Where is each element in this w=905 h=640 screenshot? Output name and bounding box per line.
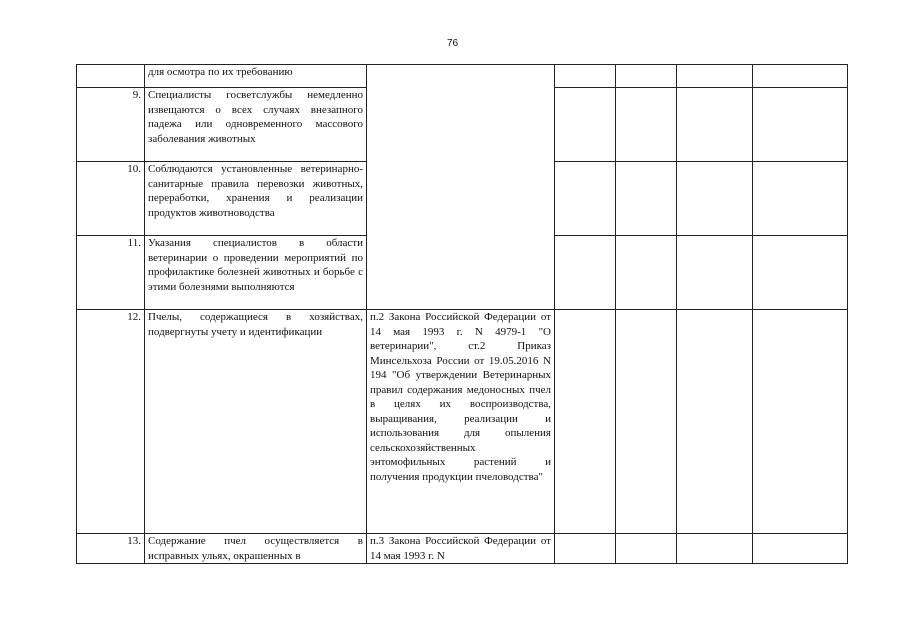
row-number: 11.: [77, 236, 145, 310]
answer-cell-na: [677, 534, 753, 564]
comment-cell: [753, 534, 848, 564]
legal-basis-cell: [367, 65, 555, 310]
legal-basis-cell: п.2 Закона Российской Федерации от 14 мая 1993 г. N 4979-1 "О ветеринарии", ст.2 Приказ Минсельхоза России от 19.05.2016 N 194 "Об утверждении Ветеринарных правил содержания медоносных пчел в целях их воспроизводства, выращивания, реализации и использования для опыления сельскохозяйственных энтомофильных растений и получения продукции пчеловодства": [367, 310, 555, 534]
answer-cell-no: [616, 88, 677, 162]
answer-cell-yes: [555, 236, 616, 310]
answer-cell-na: [677, 88, 753, 162]
requirement-cell: Указания специалистов в области ветеринарии о проведении мероприятий по профилактике болезней животных и борьбе с этими болезнями выполняются: [145, 236, 367, 310]
answer-cell-yes: [555, 534, 616, 564]
requirement-cell: Пчелы, содержащиеся в хозяйствах, подвергнуты учету и идентификации: [145, 310, 367, 534]
answer-cell-yes: [555, 162, 616, 236]
comment-cell: [753, 162, 848, 236]
comment-cell: [753, 65, 848, 88]
row-number: 9.: [77, 88, 145, 162]
table-row: [77, 310, 848, 534]
answer-cell-no: [616, 236, 677, 310]
comment-cell: [753, 88, 848, 162]
answer-cell-yes: [555, 65, 616, 88]
answer-cell-na: [677, 65, 753, 88]
comment-cell: [753, 236, 848, 310]
legal-basis-cell: п.3 Закона Российской Федерации от 14 мая 1993 г. N: [367, 534, 555, 564]
answer-cell-na: [677, 310, 753, 534]
answer-cell-no: [616, 534, 677, 564]
answer-cell-na: [677, 236, 753, 310]
row-number: [77, 65, 145, 88]
requirement-cell: для осмотра по их требованию: [145, 65, 367, 88]
comment-cell: [753, 310, 848, 534]
requirement-cell: Специалисты госветслужбы немедленно извещаются о всех случаях внезапного падежа или одновременного массового заболевания животных: [145, 88, 367, 162]
table-row: [77, 65, 848, 88]
answer-cell-na: [677, 162, 753, 236]
requirement-cell: Соблюдаются установленные ветеринарно-санитарные правила перевозки животных, переработки, хранения и реализации продуктов животноводства: [145, 162, 367, 236]
answer-cell-no: [616, 65, 677, 88]
checklist-table: [76, 64, 848, 564]
answer-cell-yes: [555, 310, 616, 534]
row-number: 10.: [77, 162, 145, 236]
requirement-cell: Содержание пчел осуществляется в исправных ульях, окрашенных в: [145, 534, 367, 564]
row-number: 12.: [77, 310, 145, 534]
answer-cell-yes: [555, 88, 616, 162]
table-row: [77, 534, 848, 564]
answer-cell-no: [616, 310, 677, 534]
page-number: 76: [446, 38, 459, 49]
answer-cell-no: [616, 162, 677, 236]
row-number: 13.: [77, 534, 145, 564]
